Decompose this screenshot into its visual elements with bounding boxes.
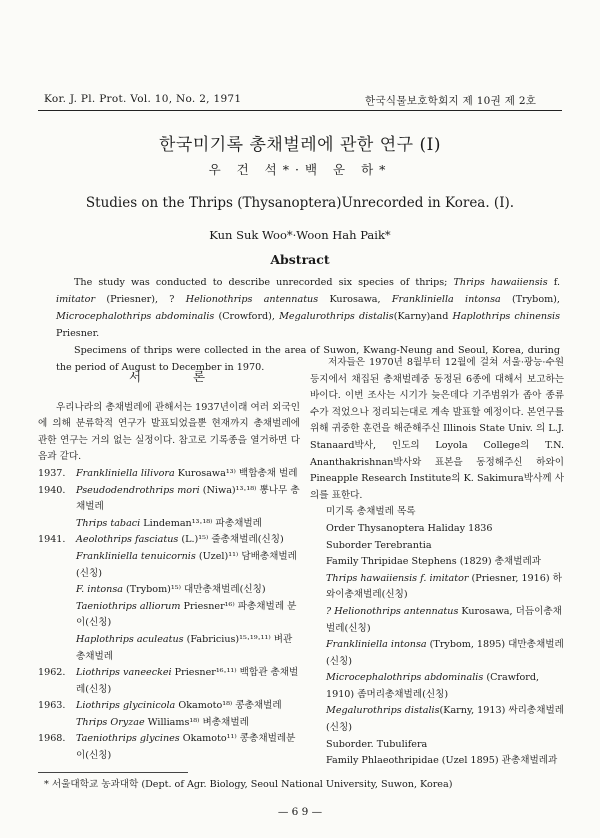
section-heading-introduction: 서 론 [128,369,230,384]
record-species: Haplothrips aculeatus (Fabricius)¹⁵·¹⁹·¹¹⁾ 벼관총채벌레 [76,633,293,662]
record-row [38,599,300,632]
footnote-rule [38,772,188,773]
record-row [38,549,300,582]
page-number: — 6 9 — [277,806,323,818]
abstract-heading: Abstract [270,252,330,267]
authors-english: Kun Suk Woo*·Woon Hah Paik* [209,228,391,242]
footnote: * 서울대학교 농과대학 (Dept. of Agr. Biology, Seoul National University, Suwon, Korea) [44,779,453,790]
record-year [38,632,76,665]
record-species: Taeniothrips alliorum Priesner¹⁶⁾ 파총채벌레 분이(신칭) [76,600,297,629]
record-year [38,582,76,599]
record-row [38,483,300,516]
record-year: 1941. [38,534,66,546]
record-species: Aeolothrips fasciatus (L.)¹⁵⁾ 줄총채벌레(신칭) [76,534,284,546]
authors-korean: 우 건 석*·백 운 하* [208,162,392,177]
record-species: Liothrips glycinicola Okamoto¹⁸⁾ 콩총채벌레 [76,700,282,712]
record-year [38,549,76,582]
species-entry: Megalurothrips distalis(Karny, 1913) 싸리총채벌레(신칭) [326,705,564,734]
title-english: Studies on the Thrips (Thysanoptera)Unrecorded in Korea. (I). [85,195,515,211]
record-species: Frankliniella tenuicornis (Uzel)¹¹⁾ 담배총채벌레(신칭) [76,550,297,579]
record-species: F. intonsa (Trybom)¹⁵⁾ 대만총채벌레(신칭) [76,584,266,596]
record-year [38,715,76,732]
record-row [38,731,300,764]
record-species: Thrips Oryzae Williams¹⁸⁾ 벼총채벌레 [76,716,249,728]
record-year: 1962. [38,667,66,679]
list-heading: 미기록 총채벌레 목록 [326,506,416,518]
journal-citation: Kor. J. Pl. Prot. Vol. 10, No. 2, 1971 [44,93,242,105]
suborder-terebrantia: Suborder Terebrantia [326,539,432,551]
record-species: Pseudodendrothrips mori (Niwa)¹³·¹⁸⁾ 뽕나무 총채벌레 [76,484,300,513]
record-row [38,698,300,715]
species-entry: Frankliniella intonsa (Trybom, 1895) 대만총채벌레(신칭) [326,639,564,667]
record-species: Thrips tabaci Lindeman¹³·¹⁸⁾ 파총채벌레 [76,517,262,529]
unrecorded-species-list [310,571,564,737]
order-line: Order Thysanoptera Haliday 1836 [326,522,493,534]
record-species: Taeniothrips glycines Okamoto¹¹⁾ 콩총채벌레분이(신칭) [76,733,296,762]
record-year: 1937. [38,467,66,479]
record-row [38,715,300,732]
species-entry: ? Helionothrips antennatus Kurosawa, 더듬이총채 벌레(신칭) [326,605,562,634]
record-year [38,599,76,632]
record-row [38,632,300,665]
record-row [38,665,300,698]
record-species: Frankliniella lilivora Kurosawa¹³⁾ 백합총채 벌레 [76,467,298,479]
journal-korean-title: 한국식물보호학회지 제 10권 제 2호 [365,95,537,107]
left-column [38,355,300,765]
record-year: 1940. [38,484,66,496]
species-entry: Thrips hawaiiensis f. imitator (Priesner, 1916) 하와이총채벌레(신칭) [326,572,562,601]
right-column [310,355,564,770]
record-row [38,532,300,549]
record-row [38,466,300,483]
intro-paragraph: 우리나라의 총채벌레에 관해서는 1937년이래 여러 외국인에 의해 분류학적 연구가 발표되었을뿐 현재까지 총채벌레에 관한 연구는 거의 없는 실정이다. 참고로 기록종을 열거하면 다음과 같다. [38,401,300,463]
record-row [38,516,300,533]
abstract-paragraph-2: Specimens of thrips were collected in the area of Suwon, Kwang-Neung and Seoul, Korea, during the period of August to December in 1970. [56,345,560,373]
record-year: 1963. [38,700,66,712]
recorded-species-list [38,466,300,765]
title-korean: 한국미기록 총채벌레에 관한 연구 (I) [158,135,441,155]
header-rule [38,110,562,111]
suborder-tubulifera: Suborder. Tubulifera [326,738,428,750]
record-species: Liothrips vaneeckei Priesner¹⁶·¹¹⁾ 백합관 총채벌레(신칭) [76,667,299,695]
record-row [38,582,300,599]
record-year [38,516,76,533]
species-entry: Microcephalothrips abdominalis (Crawford, 1910) 좀머리총채벌레(신칭) [326,672,540,700]
record-year: 1968. [38,733,66,745]
family-phlaeothripidae: Family Phlaeothripidae (Uzel 1895) 관총채벌레과 [326,755,558,767]
right-paragraph: 저자들은 1970년 8월부터 12월에 걸쳐 서울·광능·수원등지에서 채집된 총채벌레중 동정된 6종에 대해서 보고하는 바이다. 이번 조사는 시기가 늦은데다 기주범위가 좁아 종류수가 적었으나 정리되는대로 계속 발표할 예정이다. 본연구를 위해 귀중한 훈련을 해준해주신 Illinois State Univ. 의 L.J. Stanaard박사, 인도의 Loyola College의 T.N. Ananthakrishnan박사와 표본을 동정해주신 하와이 Pineapple Research Institute의 K. Sakimura박사께 사의를 표한다. [310,357,564,501]
abstract-paragraph-1: The study was conducted to describe unrecorded six species of thrips; Thrips hawaiiensis f. imitator (Priesner), ? Helionothrips antennatus Kurosawa, Frankliniella intonsa (Trybom), Microcephalothrips abdominalis (Crowford), Megalurothrips distalis(Karny)and Haplothrips chinensis Priesner. [56,277,561,339]
family-thripidae: Family Thripidae Stephens (1829) 총채벌레과 [326,556,542,568]
